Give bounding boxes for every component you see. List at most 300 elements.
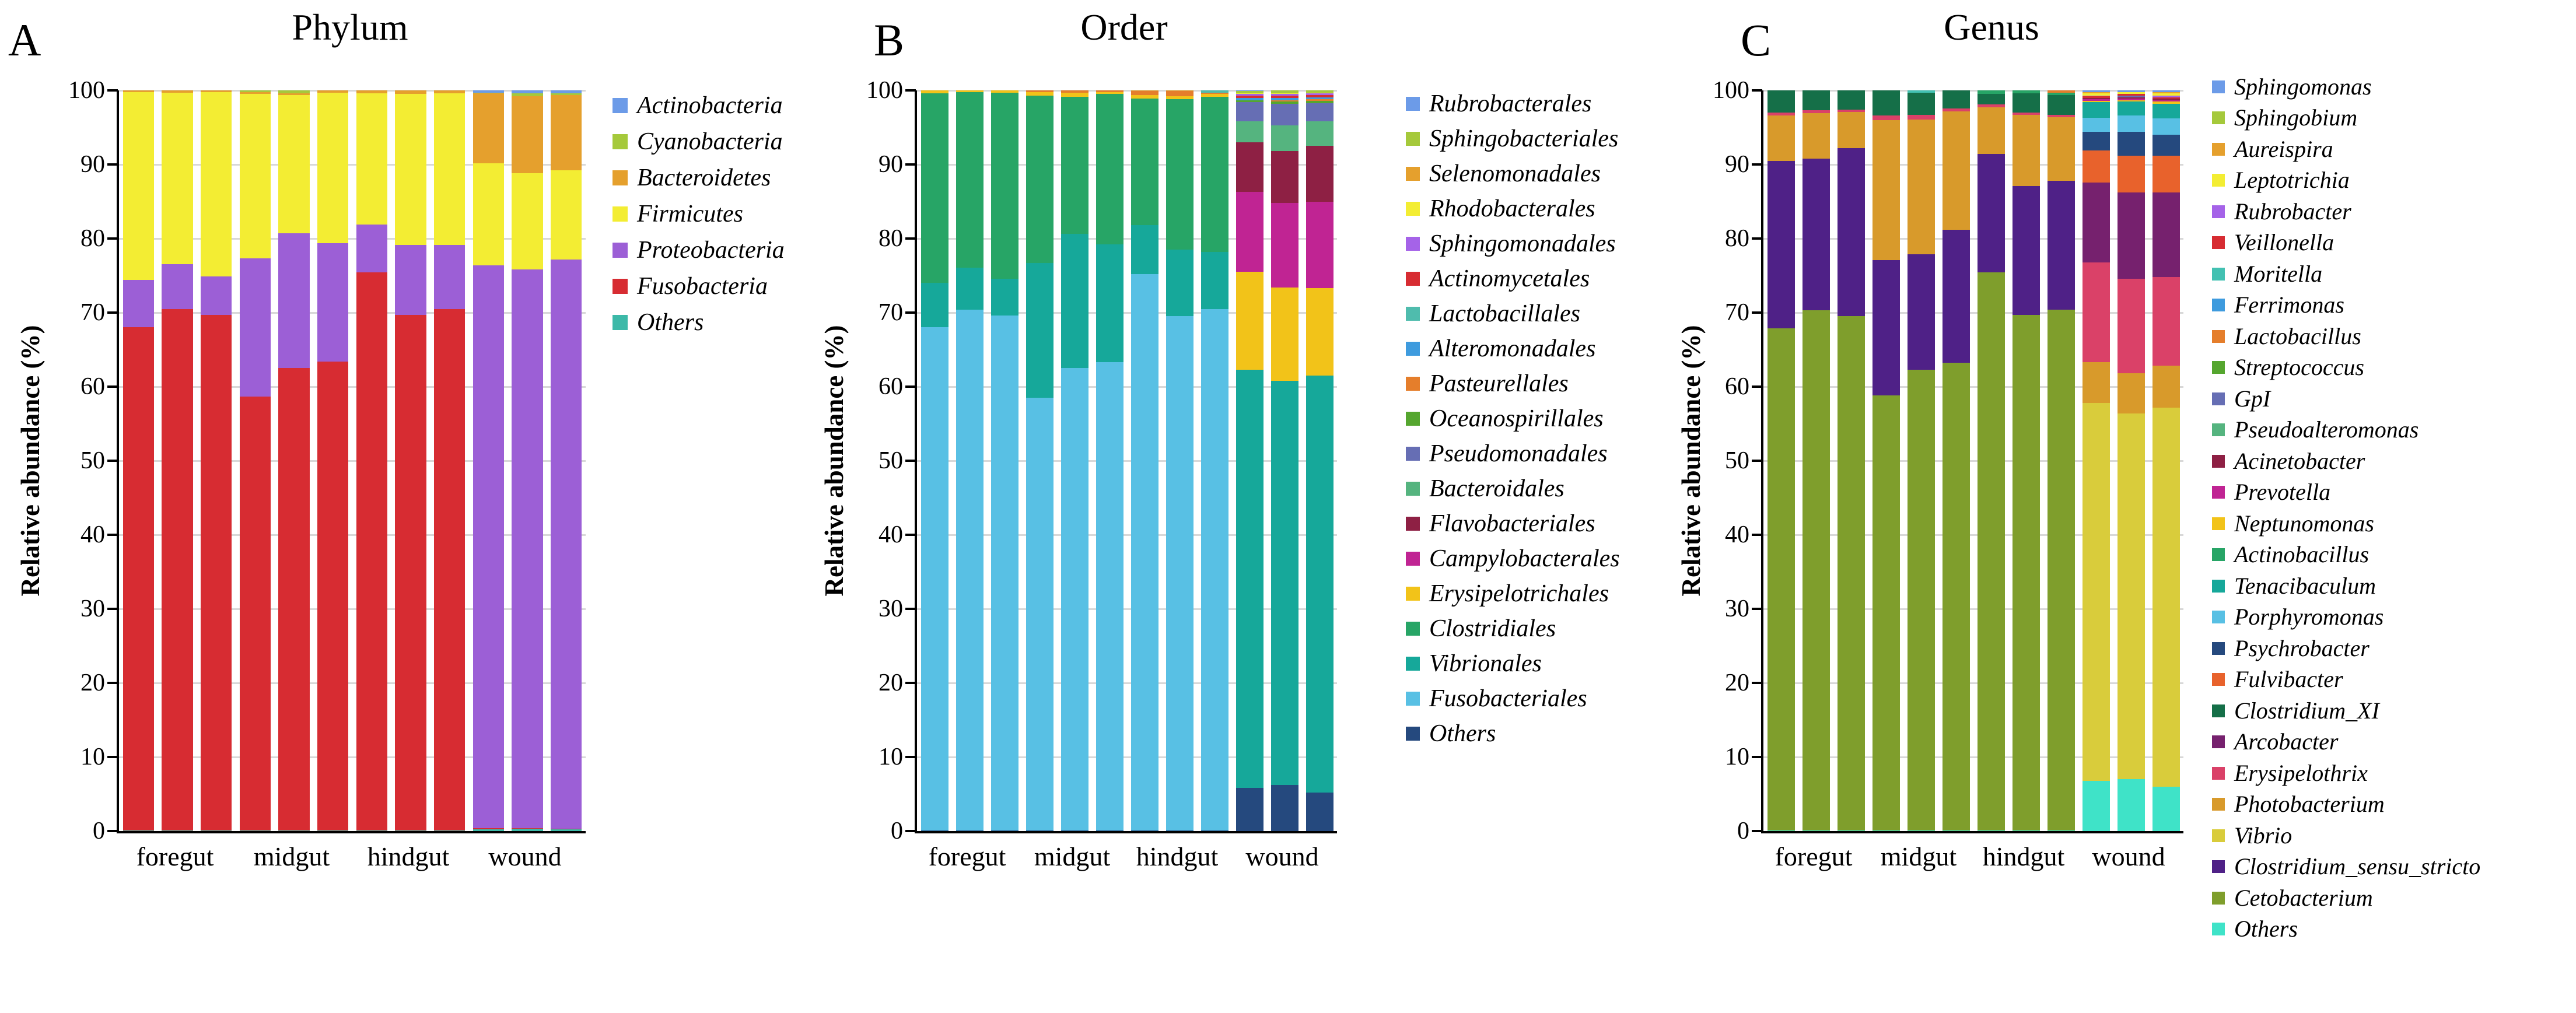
bar-segment-Others: [1131, 830, 1158, 831]
legend-label-Rubrobacterales: Rubrobacterales: [1429, 90, 1592, 117]
bar-segment-Cetobacterium: [1978, 272, 2005, 830]
bar-hindgut-3: [434, 90, 466, 831]
bar-segment-Clostridiales: [991, 93, 1019, 279]
bar-segment-Clostridium_XI: [2013, 93, 2040, 113]
bar-foregut-3: [991, 90, 1019, 831]
bar-segment-Proteobacteria: [395, 245, 426, 314]
y-tick-label-60: 60: [1725, 373, 1749, 400]
legend-swatch-Arcobacter: [2212, 735, 2225, 748]
bar-wound-3: [1306, 90, 1334, 831]
legend-item-Actinobacteria: [612, 87, 785, 124]
legend-swatch-Sphingobacteriales: [1406, 132, 1420, 146]
bar-midgut-3: [1943, 90, 1970, 831]
bar-segment-Others: [201, 830, 232, 831]
y-tick-label-20: 20: [878, 670, 903, 696]
legend-label-Fusobacteria: Fusobacteria: [637, 273, 768, 300]
bar-segment-Photobacterium: [2152, 366, 2180, 407]
legend-item-Arcobacter: [2212, 727, 2480, 758]
legend-item-Clostridium_XI: [2212, 695, 2480, 727]
legend-swatch-Lactobacillales: [1406, 307, 1420, 321]
bar-segment-Proteobacteria: [123, 280, 155, 327]
bar-hindgut-1: [356, 90, 388, 831]
panel-letter-c: C: [1741, 15, 1772, 65]
legend-item-Photobacterium: [2212, 789, 2480, 821]
bar-hindgut-3: [1201, 90, 1228, 831]
bar-segment-Others: [1026, 830, 1054, 831]
bar-segment-Clostridium_sensu_stricto: [1838, 148, 1865, 316]
y-tick-label-0: 0: [891, 818, 903, 844]
bar-segment-Photobacterium: [1978, 107, 2005, 154]
bar-segment-Erysipelotrichales: [1236, 272, 1264, 370]
legend-label-Flavobacteriales: Flavobacteriales: [1429, 510, 1595, 537]
legend-label-Psychrobacter: Psychrobacter: [2234, 635, 2370, 661]
bar-segment-Fusobacteria: [123, 327, 155, 830]
legend-label-Lactobacillales: Lactobacillales: [1429, 300, 1580, 327]
legend-label-Sphingomonadales: Sphingomonadales: [1429, 230, 1616, 257]
y-tick-label-70: 70: [878, 299, 903, 326]
legend-label-Proteobacteria: Proteobacteria: [637, 237, 785, 264]
legend-item-Pseudomonadales: [1406, 436, 1620, 471]
bar-segment-Others: [278, 830, 310, 831]
x-group-label-wound: wound: [488, 842, 562, 871]
bar-segment-Clostridium_XI: [1908, 93, 1935, 115]
bar-midgut-1: [240, 90, 271, 831]
legend-label-Firmicutes: Firmicutes: [637, 201, 743, 227]
legend-swatch-Lactobacillus: [2212, 330, 2225, 343]
bar-segment-Fusobacteria: [278, 368, 310, 830]
bar-segment-Campylobacterales: [1236, 192, 1264, 272]
bar-segment-Firmicutes: [395, 94, 426, 245]
bar-hindgut-3: [2048, 90, 2075, 831]
bar-segment-Psychrobacter: [2082, 132, 2110, 150]
bar-segment-Fulvibacter: [2118, 156, 2145, 193]
bar-segment-Bacteroidetes: [512, 96, 543, 173]
bar-hindgut-1: [1978, 90, 2005, 831]
bar-segment-Vibrionales: [1166, 250, 1194, 316]
bar-midgut-3: [1096, 90, 1124, 831]
y-tick-label-10: 10: [1725, 744, 1749, 770]
bar-segment-Others: [395, 830, 426, 831]
legend-swatch-Rubrobacterales: [1406, 97, 1420, 111]
bar-segment-Tenacibaculum: [2118, 101, 2145, 115]
legend-swatch-Pasteurellales: [1406, 377, 1420, 391]
bar-midgut-2: [1061, 90, 1088, 831]
legend-label-Bacteroidetes: Bacteroidetes: [637, 164, 771, 191]
bar-foregut-1: [1768, 90, 1795, 831]
legend-swatch-Firmicutes: [612, 206, 628, 222]
bar-segment-Porphyromonas: [2082, 118, 2110, 132]
legend-swatch-Leptotrichia: [2212, 174, 2225, 187]
bar-segment-Clostridium_XI: [1838, 90, 1865, 110]
legend-label-Clostridium_sensu_stricto: Clostridium_sensu_stricto: [2234, 853, 2481, 880]
legend-item-GpI: [2212, 383, 2480, 415]
legend-label-Tenacibaculum: Tenacibaculum: [2234, 572, 2376, 599]
legend-item-Tenacibaculum: [2212, 570, 2480, 602]
bar-segment-Others: [2013, 830, 2040, 831]
y-tick-label-80: 80: [878, 225, 903, 252]
bar-segment-Firmicutes: [551, 170, 582, 259]
bar-segment-Others: [2118, 779, 2145, 831]
bar-segment-Flavobacteriales: [1271, 151, 1298, 203]
legend-label-Fusobacteriales: Fusobacteriales: [1429, 685, 1587, 712]
bar-foregut-3: [1838, 90, 1865, 831]
bar-segment-Proteobacteria: [473, 265, 505, 828]
legend-swatch-Clostridiales: [1406, 622, 1420, 636]
legend-swatch-Bacteroidetes: [612, 170, 628, 185]
legend-swatch-Selenomonadales: [1406, 167, 1420, 181]
y-tick-label-10: 10: [878, 744, 903, 770]
bar-segment-Erysipelothrix: [1873, 115, 1900, 120]
bar-segment-Vibrio: [2082, 403, 2110, 781]
bar-segment-Photobacterium: [1803, 113, 1830, 158]
bar-segment-Clostridium_XI: [1943, 90, 1970, 108]
legend-swatch-Vibrio: [2212, 829, 2225, 842]
y-tick-label-100: 100: [68, 77, 105, 104]
legend-swatch-Oceanospirillales: [1406, 412, 1420, 426]
bar-segment-Cetobacterium: [1943, 363, 1970, 830]
legend-item-Ferrimonas: [2212, 290, 2480, 321]
bar-segment-Fusobacteria: [162, 309, 193, 830]
legend-item-Erysipelothrix: [2212, 758, 2480, 789]
legend-label-Prevotella: Prevotella: [2234, 479, 2331, 506]
legend-swatch-Actinobacillus: [2212, 548, 2225, 561]
legend-label-Moritella: Moritella: [2234, 260, 2323, 287]
legend-label-Others: Others: [2234, 916, 2298, 942]
bar-segment-Others: [356, 830, 388, 831]
bar-segment-Others: [2152, 787, 2180, 831]
bar-segment-Proteobacteria: [356, 225, 388, 273]
legend-label-Actinobacteria: Actinobacteria: [637, 92, 783, 119]
bar-segment-Others: [123, 830, 155, 831]
bar-segment-Proteobacteria: [162, 264, 193, 309]
bar-midgut-1: [1026, 90, 1054, 831]
bar-segment-Pasteurellales: [1166, 91, 1194, 96]
legend-genus: [2212, 71, 2480, 945]
x-group-label-midgut: midgut: [253, 842, 330, 871]
bar-segment-Photobacterium: [1943, 111, 1970, 230]
bar-segment-Vibrionales: [1026, 263, 1054, 398]
bar-segment-Erysipelotrichales: [1306, 288, 1334, 376]
y-tick-label-20: 20: [80, 670, 105, 696]
bar-segment-Bacteroidetes: [473, 93, 505, 163]
legend-item-Fulvibacter: [2212, 664, 2480, 696]
bar-wound-2: [2118, 90, 2145, 831]
legend-label-Fulvibacter: Fulvibacter: [2234, 666, 2343, 693]
y-tick-label-10: 10: [80, 744, 105, 770]
legend-item-Sphingomonas: [2212, 71, 2480, 103]
bar-segment-Others: [473, 829, 505, 831]
y-tick-label-70: 70: [1725, 299, 1749, 326]
bar-segment-Firmicutes: [317, 93, 349, 243]
bar-segment-Clostridiales: [1061, 97, 1088, 234]
bar-segment-Porphyromonas: [2152, 118, 2180, 135]
bar-segment-Clostridium_XI: [1768, 90, 1795, 113]
plot-area-genus: [1761, 90, 2183, 833]
legend-label-Rubrobacter: Rubrobacter: [2234, 198, 2351, 225]
bar-hindgut-2: [2013, 90, 2040, 831]
panel-letter-a: A: [8, 15, 41, 65]
bar-segment-Bacteroidales: [1271, 125, 1298, 151]
legend-swatch-Aureispira: [2212, 143, 2225, 156]
y-tick-label-40: 40: [80, 521, 105, 548]
bar-segment-Fusobacteria: [395, 315, 426, 830]
bar-segment-Vibrionales: [1061, 234, 1088, 368]
bar-segment-Fusobacteriales: [1166, 316, 1194, 830]
legend-item-Clostridiales: [1406, 611, 1620, 646]
bar-segment-Others: [1236, 788, 1264, 831]
bar-segment-Cetobacterium: [1768, 328, 1795, 830]
bar-segment-Bacteroidales: [1236, 121, 1264, 142]
bar-segment-Others: [1803, 830, 1830, 831]
legend-item-Aureispira: [2212, 134, 2480, 165]
legend-swatch-Clostridium_sensu_stricto: [2212, 860, 2225, 873]
x-group-label-midgut: midgut: [1034, 842, 1111, 871]
legend-label-Sphingomonas: Sphingomonas: [2234, 73, 2372, 100]
bar-segment-Fusobacteriales: [956, 310, 984, 830]
y-tick-label-80: 80: [1725, 225, 1749, 252]
bar-hindgut-1: [1131, 90, 1158, 831]
bar-segment-Others: [956, 830, 984, 831]
bar-segment-Others: [1838, 830, 1865, 831]
legend-item-Psychrobacter: [2212, 633, 2480, 664]
legend-swatch-Flavobacteriales: [1406, 517, 1420, 531]
legend-item-Oceanospirillales: [1406, 401, 1620, 436]
bar-segment-Clostridiales: [1131, 99, 1158, 225]
bar-segment-Fusobacteriales: [1026, 398, 1054, 830]
legend-label-Cyanobacteria: Cyanobacteria: [637, 128, 783, 155]
legend-swatch-Pseudoalteromonas: [2212, 423, 2225, 436]
bar-segment-Proteobacteria: [278, 233, 310, 368]
legend-item-Pasteurellales: [1406, 366, 1620, 401]
bar-segment-Arcobacter: [2082, 183, 2110, 262]
bar-segment-Arcobacter: [2152, 192, 2180, 277]
bar-segment-Cetobacterium: [1873, 395, 1900, 830]
legend-item-Lactobacillales: [1406, 296, 1620, 331]
legend-label-Campylobacterales: Campylobacterales: [1429, 545, 1620, 572]
legend-item-Cyanobacteria: [612, 124, 785, 160]
bar-segment-Others: [162, 830, 193, 831]
bar-segment-Vibrionales: [1236, 370, 1264, 788]
bar-segment-Clostridium_XI: [1803, 90, 1830, 110]
bar-segment-Erysipelothrix: [2152, 277, 2180, 366]
bar-segment-Proteobacteria: [201, 276, 232, 315]
bar-segment-Vibrionales: [1131, 225, 1158, 274]
bar-segment-Others: [1166, 830, 1194, 831]
y-tick-label-100: 100: [1713, 77, 1749, 104]
legend-label-Porphyromonas: Porphyromonas: [2234, 604, 2384, 630]
y-tick-label-90: 90: [878, 151, 903, 178]
bar-segment-Firmicutes: [162, 93, 193, 265]
y-tick-label-50: 50: [80, 447, 105, 474]
legend-label-Oceanospirillales: Oceanospirillales: [1429, 405, 1604, 432]
legend-swatch-Fusobacteria: [612, 279, 628, 294]
bar-segment-Proteobacteria: [512, 269, 543, 828]
legend-item-Neptunomonas: [2212, 508, 2480, 539]
legend-swatch-Alteromonadales: [1406, 342, 1420, 356]
legend-swatch-Rubrobacter: [2212, 205, 2225, 218]
bar-midgut-3: [317, 90, 349, 831]
legend-swatch-Fusobacteriales: [1406, 692, 1420, 706]
bar-segment-Photobacterium: [1768, 115, 1795, 160]
bar-segment-Vibrio: [2118, 413, 2145, 779]
bar-segment-Cetobacterium: [1908, 370, 1935, 830]
bar-segment-Clostridium_sensu_stricto: [1908, 254, 1935, 370]
legend-swatch-Others: [612, 315, 628, 330]
bar-segment-Cetobacterium: [1838, 316, 1865, 830]
y-tick-label-60: 60: [80, 373, 105, 400]
x-group-label-hindgut: hindgut: [1982, 842, 2065, 871]
legend-swatch-Fulvibacter: [2212, 673, 2225, 686]
bar-foregut-1: [123, 90, 155, 831]
bar-segment-Others: [991, 830, 1019, 831]
y-axis-label: Relative abundance (%): [1676, 325, 1706, 597]
legend-swatch-Others: [2212, 923, 2225, 935]
legend-label-Leptotrichia: Leptotrichia: [2234, 167, 2350, 194]
legend-item-Firmicutes: [612, 196, 785, 232]
legend-swatch-Pseudomonadales: [1406, 447, 1420, 461]
legend-swatch-Sphingomonadales: [1406, 237, 1420, 251]
bar-foregut-2: [956, 90, 984, 831]
y-tick-label-50: 50: [1725, 447, 1749, 474]
chart-title-phylum: Phylum: [292, 6, 408, 48]
bar-segment-Others: [512, 829, 543, 831]
bar-segment-Clostridium_XI: [2048, 95, 2075, 115]
legend-item-Campylobacterales: [1406, 541, 1620, 576]
bar-segment-Clostridium_XI: [1978, 94, 2005, 104]
legend-item-Alteromonadales: [1406, 331, 1620, 366]
bar-segment-Bacteroidales: [1306, 121, 1334, 146]
bar-segment-Firmicutes: [240, 94, 271, 258]
y-tick-label-90: 90: [80, 151, 105, 178]
legend-label-Aureispira: Aureispira: [2234, 135, 2333, 162]
legend-label-Selenomonadales: Selenomonadales: [1429, 160, 1601, 187]
bar-segment-Erysipelotrichales: [1061, 93, 1088, 97]
bar-segment-Fusobacteriales: [1201, 309, 1228, 830]
panel-order: [820, 0, 1717, 1013]
legend-label-Rhodobacterales: Rhodobacterales: [1429, 195, 1595, 222]
bar-segment-Campylobacterales: [1306, 202, 1334, 289]
bar-segment-Cetobacterium: [2013, 315, 2040, 830]
legend-item-Selenomonadales: [1406, 156, 1620, 191]
legend-item-Others: [612, 304, 785, 341]
legend-swatch-Tenacibaculum: [2212, 580, 2225, 593]
bar-wound-2: [1271, 90, 1298, 831]
legend-label-Vibrio: Vibrio: [2234, 822, 2292, 849]
bar-wound-2: [512, 90, 543, 831]
bar-midgut-2: [278, 90, 310, 831]
legend-label-Clostridiales: Clostridiales: [1429, 615, 1556, 642]
bar-segment-Others: [1271, 785, 1298, 831]
bar-segment-Arcobacter: [2118, 192, 2145, 278]
bar-segment-Clostridiales: [1026, 96, 1054, 263]
bar-segment-Campylobacterales: [1271, 203, 1298, 288]
legend-item-Bacteroidales: [1406, 471, 1620, 506]
bar-segment-Psychrobacter: [2152, 135, 2180, 156]
panel-phylum: [0, 0, 859, 1013]
bar-segment-Clostridiales: [921, 93, 949, 283]
legend-item-Rubrobacterales: [1406, 86, 1620, 121]
legend-label-Cetobacterium: Cetobacterium: [2234, 884, 2373, 911]
legend-label-Pasteurellales: Pasteurellales: [1429, 370, 1569, 397]
bar-wound-3: [551, 90, 582, 831]
bar-segment-Photobacterium: [1838, 112, 1865, 148]
legend-label-Streptococcus: Streptococcus: [2234, 354, 2364, 381]
bar-segment-Others: [1768, 830, 1795, 831]
legend-label-Actinobacillus: Actinobacillus: [2234, 541, 2370, 568]
legend-item-Pseudoalteromonas: [2212, 415, 2480, 446]
chart-title-order: Order: [1080, 6, 1168, 48]
bar-segment-Tenacibaculum: [2152, 104, 2180, 118]
legend-item-Clostridium_sensu_stricto: [2212, 851, 2480, 883]
bar-segment-Vibrionales: [1306, 376, 1334, 793]
y-tick-label-0: 0: [93, 818, 105, 844]
bar-segment-Erysipelothrix: [1908, 115, 1935, 120]
bar-segment-Vibrionales: [1096, 244, 1124, 362]
bar-segment-Clostridium_XI: [1873, 90, 1900, 115]
legend-item-Cetobacterium: [2212, 882, 2480, 914]
bar-segment-Others: [317, 830, 349, 831]
y-tick-label-40: 40: [878, 521, 903, 548]
legend-item-Sphingomonadales: [1406, 226, 1620, 261]
bar-hindgut-2: [395, 90, 426, 831]
bar-segment-Erysipelothrix: [2082, 262, 2110, 362]
bar-segment-Firmicutes: [473, 163, 505, 265]
legend-label-Arcobacter: Arcobacter: [2234, 728, 2339, 755]
legend-label-GpI: GpI: [2234, 385, 2271, 412]
bar-segment-Clostridium_sensu_stricto: [1943, 230, 1970, 363]
y-tick-label-0: 0: [1737, 818, 1749, 844]
bar-segment-Proteobacteria: [434, 245, 466, 309]
legend-item-Rhodobacterales: [1406, 191, 1620, 226]
bar-segment-Others: [1943, 830, 1970, 831]
bar-foregut-3: [201, 90, 232, 831]
bar-hindgut-2: [1166, 90, 1194, 831]
legend-label-Pseudoalteromonas: Pseudoalteromonas: [2234, 416, 2419, 443]
bar-segment-Firmicutes: [512, 173, 543, 269]
legend-swatch-Erysipelotrichales: [1406, 587, 1420, 601]
legend-item-Moritella: [2212, 258, 2480, 290]
bar-segment-Fusobacteriales: [1096, 362, 1124, 830]
bar-segment-Vibrionales: [991, 279, 1019, 316]
y-tick-label-70: 70: [80, 299, 105, 326]
bar-segment-Clostridiales: [1201, 97, 1228, 251]
legend-label-Veillonella: Veillonella: [2234, 229, 2334, 256]
bar-segment-Photobacterium: [2082, 362, 2110, 403]
bar-midgut-1: [1873, 90, 1900, 831]
legend-swatch-Actinomycetales: [1406, 272, 1420, 286]
bar-segment-Firmicutes: [278, 95, 310, 233]
bar-segment-Photobacterium: [2048, 117, 2075, 181]
legend-label-Others: Others: [1429, 720, 1496, 747]
legend-label-Lactobacillus: Lactobacillus: [2234, 323, 2361, 349]
panel-letter-b: B: [874, 15, 905, 65]
legend-swatch-Rhodobacterales: [1406, 202, 1420, 216]
bar-segment-Vibrionales: [1201, 252, 1228, 309]
x-group-label-midgut: midgut: [1880, 842, 1957, 871]
bar-segment-Pseudomonadales: [1306, 103, 1334, 122]
x-group-label-wound: wound: [2092, 842, 2165, 871]
bar-segment-Proteobacteria: [551, 260, 582, 829]
plot-area-phylum: [117, 90, 586, 833]
bar-segment-Firmicutes: [201, 92, 232, 276]
bar-segment-Others: [551, 829, 582, 831]
bar-segment-Vibrionales: [921, 283, 949, 327]
legend-swatch-GpI: [2212, 392, 2225, 405]
chart-title-genus: Genus: [1944, 6, 2039, 48]
x-group-label-foregut: foregut: [136, 842, 214, 871]
x-group-label-wound: wound: [1245, 842, 1319, 871]
legend-item-Fusobacteriales: [1406, 681, 1620, 716]
